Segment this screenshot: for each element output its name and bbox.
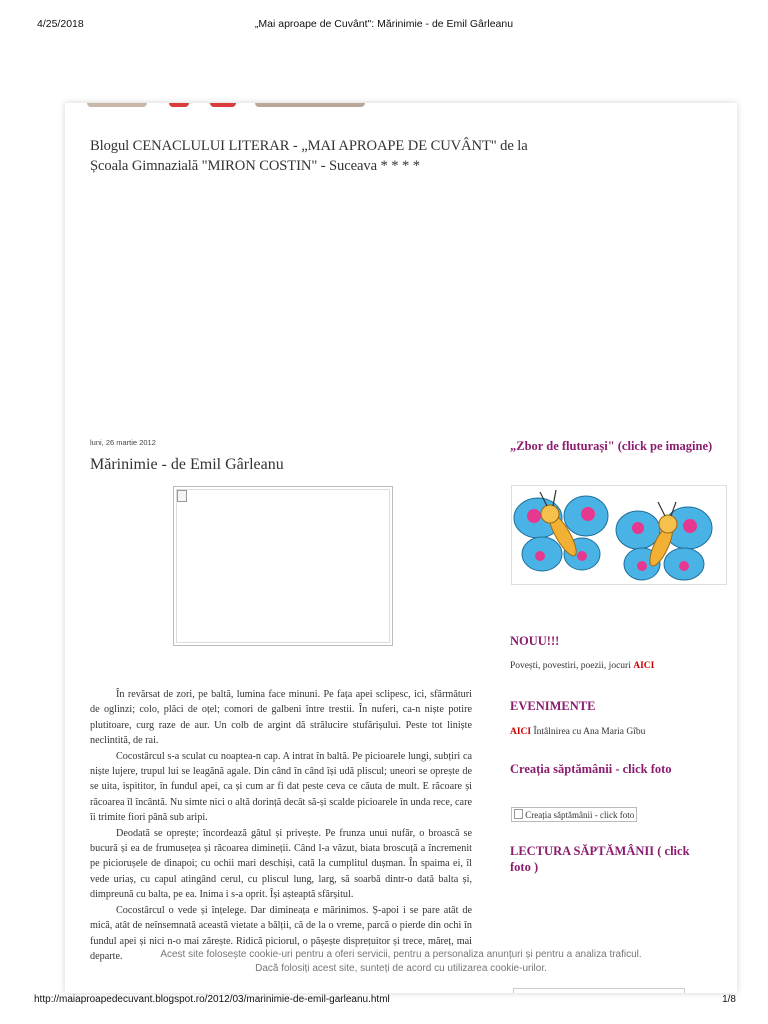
post-paragraph: Cocostârcul o vede și înțelege. Dar dimineața e mărinimos. Ș-apoi i se pare atât de mică, atât de neînsemnată această vietate a bălții, că de la o vreme, parcă o pierde din ochi în fundul apei și nici n-o mai zărește. Ridică piciorul, o pășește disprețuitor și trece, măreț, mai departe. (90, 904, 472, 962)
post-date: luni, 26 martie 2012 (90, 438, 156, 447)
sidebar-evenimente-title: EVENIMENTE (510, 699, 596, 713)
sidebar-evenimente-text (510, 726, 730, 739)
post-title[interactable]: Mărinimie - de Emil Gârleanu (90, 456, 284, 473)
cookie-notice-line-1: Acest site folosește cookie-uri pentru a oferi servicii, pentru a personaliza anunțuri și pentru a analiza traficul. (160, 949, 642, 960)
sidebar-creatia-title: Creația săptămânii - click foto (510, 762, 672, 776)
sidebar-nouu-label: Povești, povestiri, poezii, jocuri (510, 661, 631, 671)
broken-image-icon (514, 809, 523, 819)
print-url: http://maiaproapedecuvant.blogspot.ro/2012/03/marinimie-de-emil-garleanu.html (34, 994, 390, 1005)
print-date: 4/25/2018 (37, 18, 84, 30)
sidebar-nouu-text (510, 660, 730, 673)
cookie-notice (65, 948, 737, 976)
sidebar-nouu-link[interactable]: AICI (633, 661, 655, 671)
creatia-image-alt: Creația săptămânii - click foto (525, 810, 635, 820)
sidebar-zbor-title[interactable]: „Zbor de fluturași" (click pe imagine) (510, 439, 713, 453)
sidebar-nouu-title: NOUU!!! (510, 634, 560, 648)
cookie-notice-line-2: Dacă folosiți acest site, sunteți de acord cu utilizarea cookie-urilor. (255, 963, 547, 974)
sidebar-evenimente-link[interactable]: AICI (510, 727, 532, 737)
post-paragraph: În revărsat de zori, pe baltă, lumina face minuni. Pe fața apei sclipesc, ici, sfărmături de oglinzi; colo, plăci de oțel; comori de galbeni între trestii. În nuferi, ca-n niște potire plutitoare, curg raze de aur. Un colb de argint dă strălucire stufărișului. Peste tot liniște neclintită, de rai. (90, 689, 472, 747)
post-paragraph: Cocostârcul s-a sculat cu noaptea-n cap. A intrat în baltă. Pe picioarele lungi, subțiri ca niște lujere, trupul lui se leagănă agale. Din când în când își udă pliscul; uneori se oprește de se uita, ispititor, în fundul apei, ca și cum ar fi dat peste ceva ce căuta de mult. E răcoare și răcoarea îl încântă. Nu simte nici o altă dorință decât să-și scalde picioarele în unda rece, care îi trimite fiori până sub aripi. (90, 750, 472, 824)
print-page-title: „Mai aproape de Cuvânt": Mărinimie - de Emil Gârleanu (254, 18, 514, 30)
header-banner-fragment (65, 103, 737, 109)
creatia-image-link[interactable] (511, 807, 637, 822)
print-footer (0, 992, 768, 1012)
butterflies-image[interactable] (511, 485, 727, 585)
butterflies-illustration (512, 486, 726, 584)
print-page-number: 1/8 (722, 994, 736, 1005)
post-body (90, 687, 472, 964)
broken-image-icon (177, 490, 187, 502)
blog-description: Blogul CENACLULUI LITERAR - „MAI APROAPE DE CUVÂNT" de la Școala Gimnazială "MIRON COSTIN" - Suceava * * * * (90, 138, 528, 174)
sidebar-evenimente-label: Întâlnirea cu Ana Maria Gîbu (533, 727, 646, 737)
blog-page (65, 103, 737, 993)
post-image[interactable] (173, 486, 393, 646)
post-paragraph: Deodată se oprește; încordează gâtul și privește. Pe frunza unui nufăr, o broască se bucură și ea de frumusețea și răcoarea dimineții. Când l-a văzut, biata broscuță a încremenit pe piciorușele de dinapoi; cu ochii mari deschiși, cată la cumplitul dușman. În spaima ei, îl vede uriaș, cu capul atingând cerul, cu pliscul lung, larg, să soarbă dintr-o dată balta și, dimpreună cu balta, pe ea. Inima i s-a oprit. Își așteaptă sfârșitul. (90, 827, 472, 901)
print-header (0, 12, 768, 32)
sidebar-lectura-title: LECTURA SĂPTĂMÂNII ( click foto ) (510, 844, 690, 874)
